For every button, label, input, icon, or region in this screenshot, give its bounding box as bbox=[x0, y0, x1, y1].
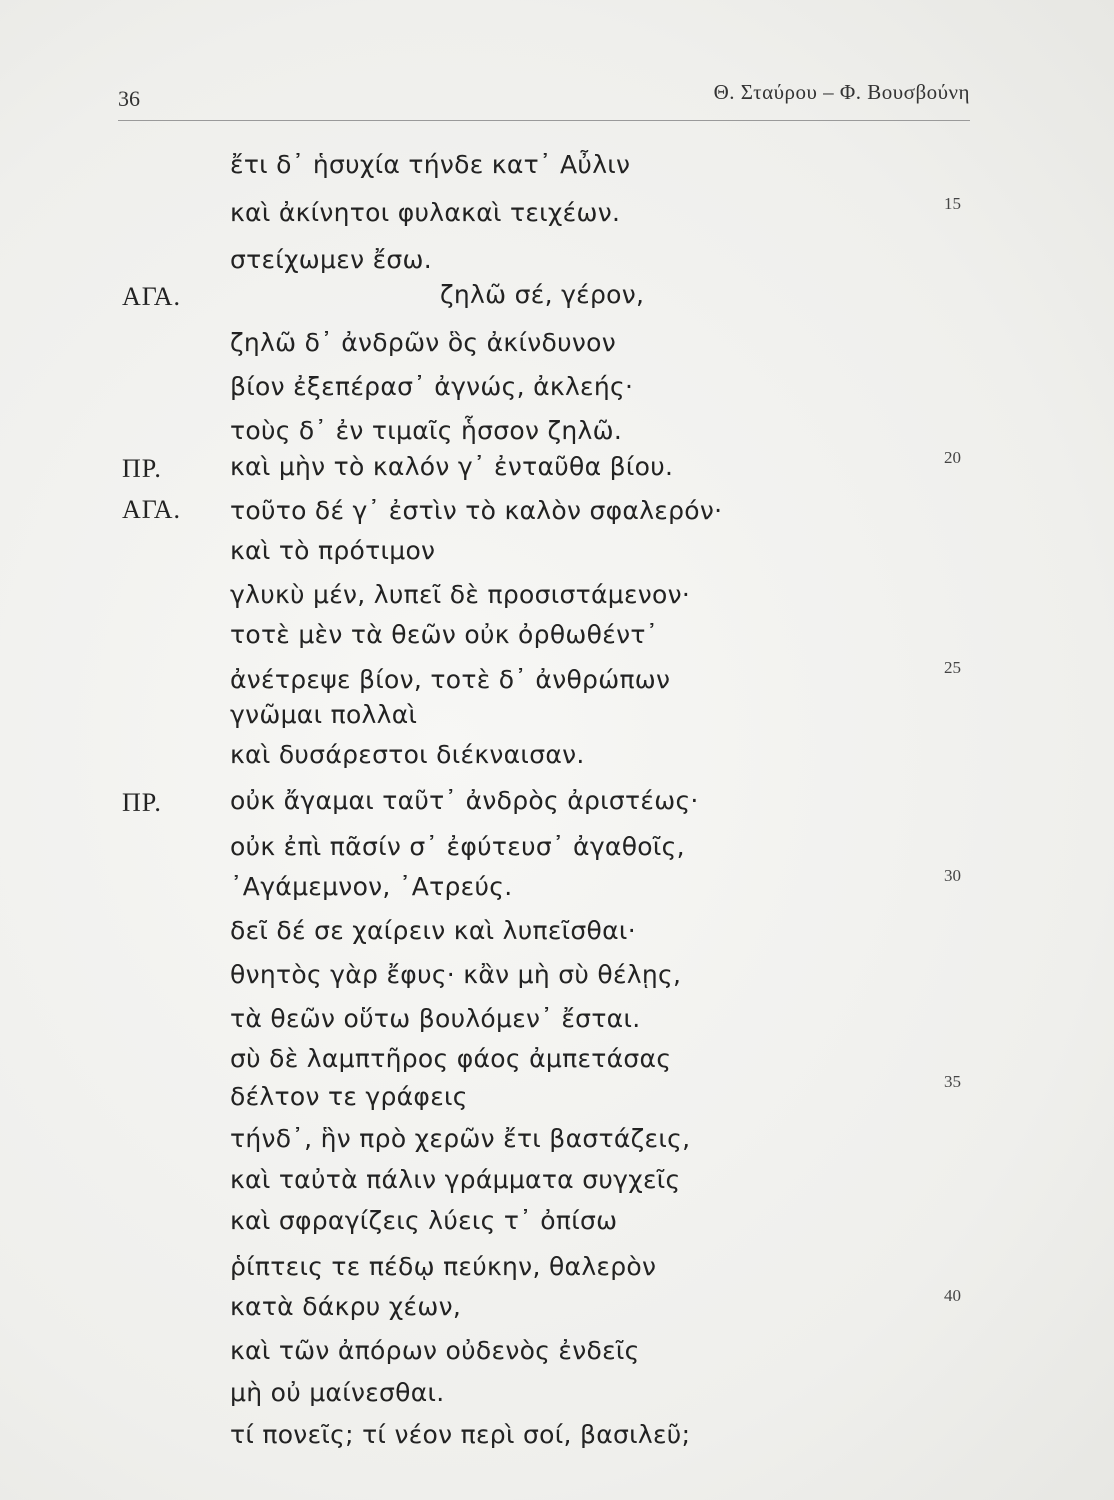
verse-line: καὶ μὴν τὸ καλόν γ᾽ ἐνταῦθα βίου. bbox=[230, 452, 674, 481]
verse-line: καὶ σφραγίζεις λύεις τ᾽ ὀπίσω bbox=[230, 1206, 618, 1235]
verse-line: καὶ ἀκίνητοι φυλακαὶ τειχέων. bbox=[230, 198, 621, 227]
line-number: 35 bbox=[944, 1072, 961, 1091]
speaker-label: ΠΡ. bbox=[122, 788, 162, 817]
verse-line: οὐκ ἐπὶ πᾶσίν σ᾽ ἐφύτευσ᾽ ἀγαθοῖς, bbox=[230, 832, 685, 861]
speaker-label: ΠΡ. bbox=[122, 454, 162, 483]
line-number: 15 bbox=[944, 194, 961, 213]
verse-line: ῥίπτεις τε πέδῳ πεύκην, θαλερὸν bbox=[230, 1252, 657, 1281]
verse-line: τήνδ᾽, ἣν πρὸ χερῶν ἔτι βαστάζεις, bbox=[230, 1124, 691, 1153]
verse-line: στείχωμεν ἔσω. bbox=[230, 245, 433, 274]
verse-line: τὰ θεῶν οὕτω βουλόμεν᾽ ἔσται. bbox=[230, 1004, 641, 1033]
verse-line: θνητὸς γὰρ ἔφυς· κἂν μὴ σὺ θέλῃς, bbox=[230, 960, 682, 989]
line-number: 30 bbox=[944, 866, 961, 885]
verse-line: τοτὲ μὲν τὰ θεῶν οὐκ ὀρθωθέντ᾽ bbox=[230, 620, 659, 649]
running-head: Θ. Σταύρου – Φ. Βουσβούνη bbox=[713, 80, 970, 104]
verse-line: δεῖ δέ σε χαίρειν καὶ λυπεῖσθαι· bbox=[230, 916, 636, 945]
verse-line: γνῶμαι πολλαὶ bbox=[230, 700, 418, 729]
verse-line: γλυκὺ μέν, λυπεῖ δὲ προσιστάμενον· bbox=[230, 580, 691, 609]
line-number: 25 bbox=[944, 658, 961, 677]
verse-line: τοὺς δ᾽ ἐν τιμαῖς ἧσσον ζηλῶ. bbox=[230, 416, 623, 445]
verse-line: τοῦτο δέ γ᾽ ἐστὶν τὸ καλὸν σφαλερόν· bbox=[230, 496, 723, 525]
verse-line: σὺ δὲ λαμπτῆρος φάος ἀμπετάσας bbox=[230, 1044, 672, 1073]
verse-line: τί πονεῖς; τί νέον περὶ σοί, βασιλεῦ; bbox=[230, 1420, 691, 1449]
line-number: 40 bbox=[944, 1286, 961, 1305]
verse-line: καὶ τὸ πρότιμον bbox=[230, 536, 436, 565]
verse-line: βίον ἐξεπέρασ᾽ ἀγνώς, ἀκλεής· bbox=[230, 372, 634, 401]
speaker-label: ΑΓΑ. bbox=[122, 495, 182, 524]
verse-line: μὴ οὐ μαίνεσθαι. bbox=[230, 1378, 445, 1407]
verse-line: ἔτι δ᾽ ἡσυχία τήνδε κατ᾽ Αὖλιν bbox=[230, 150, 631, 179]
verse-line: καὶ δυσάρεστοι διέκναισαν. bbox=[230, 740, 585, 769]
verse-line: δέλτον τε γράφεις bbox=[230, 1082, 468, 1111]
line-number: 20 bbox=[944, 448, 961, 467]
verse-line: κατὰ δάκρυ χέων, bbox=[230, 1292, 462, 1321]
verse-line: ᾽Αγάμεμνον, ᾽Ατρεύς. bbox=[230, 872, 513, 901]
verse-line: ἀνέτρεψε βίον, τοτὲ δ᾽ ἀνθρώπων bbox=[230, 665, 671, 694]
verse-line: καὶ τῶν ἀπόρων οὐδενὸς ἐνδεῖς bbox=[230, 1336, 640, 1365]
page-number: 36 bbox=[118, 86, 140, 111]
speaker-label: ΑΓΑ. bbox=[122, 282, 182, 311]
verse-line: καὶ ταὐτὰ πάλιν γράμματα συγχεῖς bbox=[230, 1165, 681, 1194]
verse-line: ζηλῶ σέ, γέρον, bbox=[440, 280, 645, 309]
verse-line: οὐκ ἄγαμαι ταῦτ᾽ ἀνδρὸς ἀριστέως· bbox=[230, 786, 699, 815]
verse-line: ζηλῶ δ᾽ ἀνδρῶν ὃς ἀκίνδυνον bbox=[230, 328, 616, 357]
